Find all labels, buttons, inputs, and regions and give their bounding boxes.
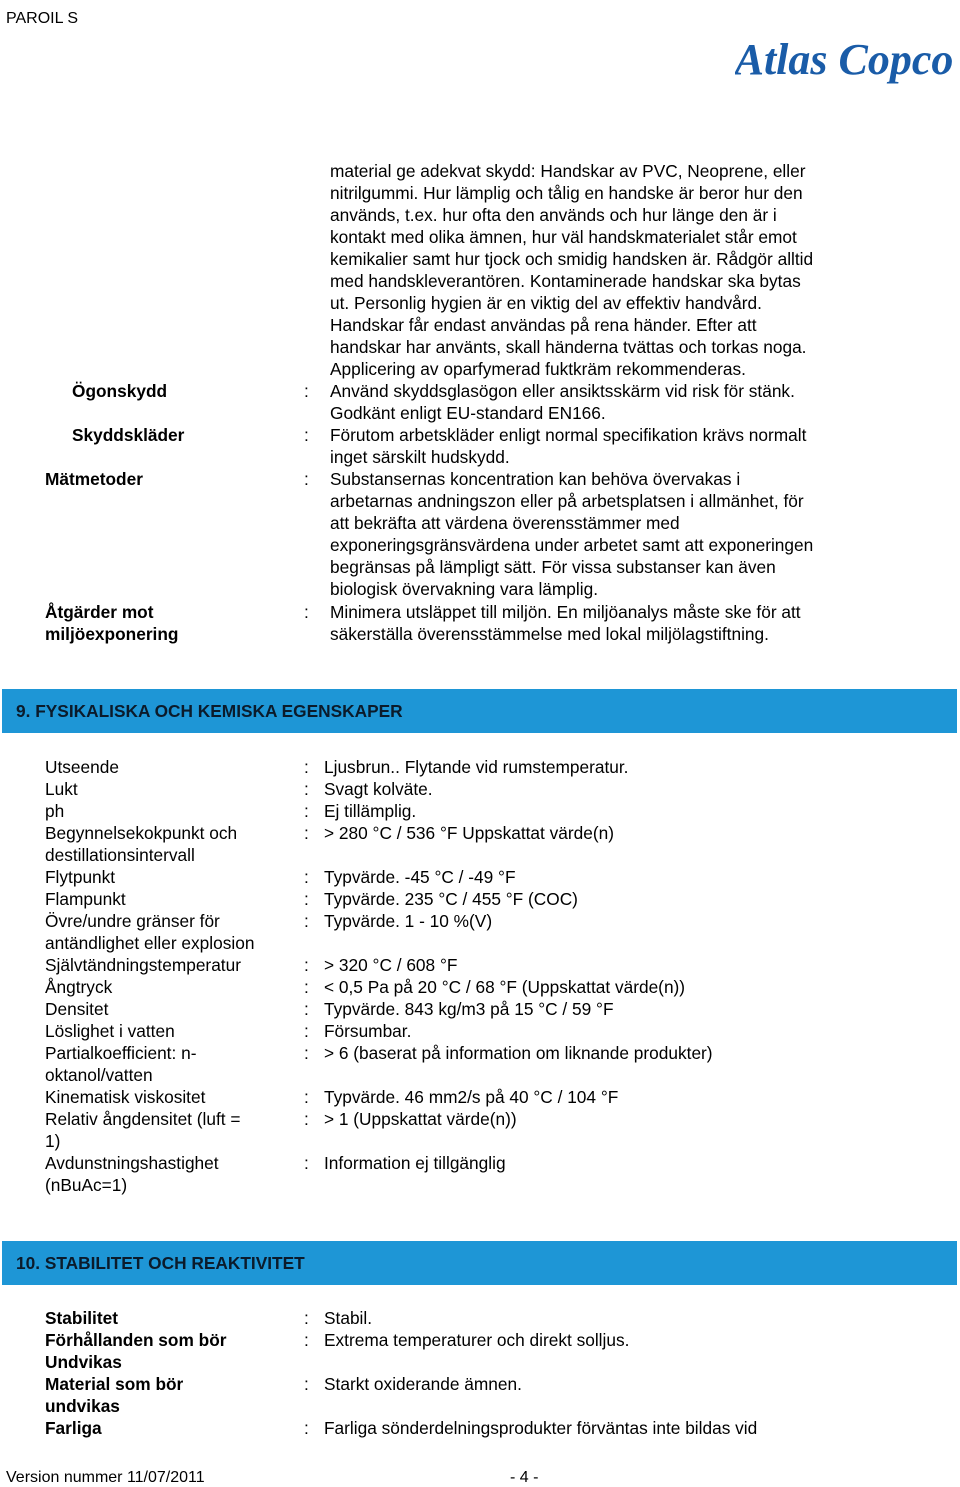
property-label: Avdunstningshastighet xyxy=(45,1153,219,1173)
property-label: Undvikas xyxy=(45,1352,122,1372)
property-value: Ljusbrun.. Flytande vid rumstemperatur. xyxy=(324,757,629,777)
property-value: Farliga sönderdelningsprodukter förväntas inte bildas vid xyxy=(324,1418,758,1438)
text-line: begränsas på lämpligt sätt. För vissa substanser kan även xyxy=(330,557,776,577)
text-line: Applicering av oparfymerad fuktkräm rekommenderas. xyxy=(330,359,746,379)
colon: : xyxy=(304,1043,309,1063)
section-10-header xyxy=(2,1241,957,1285)
property-value: > 6 (baserat på information om liknande produkter) xyxy=(324,1043,713,1063)
property-label: Material som bör xyxy=(45,1374,184,1394)
property-value: Stabil. xyxy=(324,1308,373,1328)
atlas-copco-logo xyxy=(735,8,954,112)
property-value: Typvärde. 235 °C / 455 °F (COC) xyxy=(324,889,578,909)
text-line: med handskleverantören. Kontaminerade handskar ska bytas xyxy=(330,271,801,291)
text-line: arbetarnas andningszon eller på arbetsplatsen i allmänhet, för xyxy=(330,491,804,511)
property-label: Utseende xyxy=(45,757,119,777)
colon: : xyxy=(304,1308,309,1328)
colon: : xyxy=(304,801,309,821)
text-line: exponeringsgränsvärdena under arbetet samt att exponeringen xyxy=(330,535,814,555)
colon: : xyxy=(304,977,309,997)
text-line: Använd skyddsglasögon eller ansiktsskärm vid risk för stänk. xyxy=(330,381,795,401)
colon: : xyxy=(304,867,309,887)
text-line: Substansernas koncentration kan behöva övervakas i xyxy=(330,469,741,489)
property-label: Relativ ångdensitet (luft = xyxy=(45,1109,241,1129)
property-label: oktanol/vatten xyxy=(45,1065,153,1085)
text-line: ut. Personlig hygien är en viktig del av effektiv handvård. xyxy=(330,293,762,313)
section-9-header xyxy=(2,689,957,733)
property-label: Farliga xyxy=(45,1418,102,1438)
measurement-methods-label: Mätmetoder xyxy=(45,469,143,489)
eye-protection-label: Ögonskydd xyxy=(72,381,168,401)
property-value: > 280 °C / 536 °F Uppskattat värde(n) xyxy=(324,823,614,843)
property-value: Ej tillämplig. xyxy=(324,801,417,821)
property-label: Förhållanden som bör xyxy=(45,1330,227,1350)
property-label: Densitet xyxy=(45,999,109,1019)
colon: : xyxy=(304,1153,309,1173)
property-value: Starkt oxiderande ämnen. xyxy=(324,1374,522,1394)
page-number: - 4 - xyxy=(510,1469,539,1486)
property-value: > 320 °C / 608 °F xyxy=(324,955,458,975)
colon: : xyxy=(304,425,309,445)
property-label: Ångtryck xyxy=(45,977,113,997)
property-value: Typvärde. 1 - 10 %(V) xyxy=(324,911,493,931)
colon: : xyxy=(304,955,309,975)
property-label: 1) xyxy=(45,1131,61,1151)
colon: : xyxy=(304,889,309,909)
version-footer: Version nummer 11/07/2011 xyxy=(6,1469,205,1486)
property-value: Svagt kolväte. xyxy=(324,779,433,799)
text-line: kontakt med olika ämnen, hur väl handskmaterialet står emot xyxy=(330,227,797,247)
property-value: Typvärde. -45 °C / -49 °F xyxy=(324,867,516,887)
property-label: Kinematisk viskositet xyxy=(45,1087,206,1107)
property-value: Försumbar. xyxy=(324,1021,412,1041)
colon: : xyxy=(304,381,309,401)
text-line: kemikalier samt hur tjock och smidig handsken är. Rådgör alltid xyxy=(330,249,814,269)
text-line: Godkänt enligt EU-standard EN166. xyxy=(330,403,606,423)
colon: : xyxy=(304,1109,309,1129)
property-label: Partialkoefficient: n- xyxy=(45,1043,197,1063)
colon: : xyxy=(304,1087,309,1107)
env-exposure-label-line1: Åtgärder mot xyxy=(45,602,154,622)
text-line: Förutom arbetskläder enligt normal specifikation krävs normalt xyxy=(330,425,807,445)
colon: : xyxy=(304,779,309,799)
text-line: nitrilgummi. Hur lämplig och tålig en handske är beror hur den xyxy=(330,183,803,203)
property-label: Självtändningstemperatur xyxy=(45,955,241,975)
colon: : xyxy=(304,1021,309,1041)
text-line: handskar har använts, skall händerna tvättas och torkas noga. xyxy=(330,337,807,357)
property-value: > 1 (Uppskattat värde(n)) xyxy=(324,1109,517,1129)
text-line: Handskar får endast användas på rena händer. Efter att xyxy=(330,315,757,335)
property-label: ph xyxy=(45,801,65,821)
property-label: Flampunkt xyxy=(45,889,126,909)
product-name: PAROIL S xyxy=(6,10,79,27)
text-line: biologisk övervakning vara lämplig. xyxy=(330,579,598,599)
colon: : xyxy=(304,823,309,843)
section-10-title: 10. STABILITET OCH REAKTIVITET xyxy=(16,1253,305,1273)
property-label: Begynnelsekokpunkt och xyxy=(45,823,238,843)
text-line: Minimera utsläppet till miljön. En miljöanalys måste ske för att xyxy=(330,602,801,622)
property-label: (nBuAc=1) xyxy=(45,1175,128,1195)
property-value: < 0,5 Pa på 20 °C / 68 °F (Uppskattat värde(n)) xyxy=(324,977,686,997)
text-line: material ge adekvat skydd: Handskar av PVC, Neoprene, eller xyxy=(330,161,806,181)
colon: : xyxy=(304,1374,309,1394)
property-label: Övre/undre gränser för xyxy=(45,911,220,931)
colon: : xyxy=(304,757,309,777)
property-value: Information ej tillgänglig xyxy=(324,1153,506,1173)
text-line: att bekräfta att värdena överensstämmer med xyxy=(330,513,680,533)
body-protection-label: Skyddskläder xyxy=(72,425,185,445)
text-line: säkerställa överensstämmelse med lokal miljölagstiftning. xyxy=(330,624,769,644)
colon: : xyxy=(304,469,309,489)
property-label: Löslighet i vatten xyxy=(45,1021,175,1041)
svg-text:Atlas Copco: Atlas Copco xyxy=(735,35,954,84)
property-value: Typvärde. 46 mm2/s på 40 °C / 104 °F xyxy=(324,1087,619,1107)
text-line: inget särskilt hudskydd. xyxy=(330,447,510,467)
property-value: Extrema temperaturer och direkt solljus. xyxy=(324,1330,630,1350)
text-line: används, t.ex. hur ofta den används och hur länge den är i xyxy=(330,205,777,225)
property-label: undvikas xyxy=(45,1396,120,1416)
colon: : xyxy=(304,602,309,622)
colon: : xyxy=(304,999,309,1019)
property-label: destillationsintervall xyxy=(45,845,195,865)
colon: : xyxy=(304,1418,309,1438)
property-label: Flytpunkt xyxy=(45,867,116,887)
colon: : xyxy=(304,1330,309,1350)
property-label: Lukt xyxy=(45,779,78,799)
property-value: Typvärde. 843 kg/m3 på 15 °C / 59 °F xyxy=(324,999,614,1019)
colon: : xyxy=(304,911,309,931)
env-exposure-label-line2: miljöexponering xyxy=(45,624,179,644)
property-label: Stabilitet xyxy=(45,1308,118,1328)
section-9-title: 9. FYSIKALISKA OCH KEMISKA EGENSKAPER xyxy=(16,701,403,721)
property-label: antändlighet eller explosion xyxy=(45,933,255,953)
